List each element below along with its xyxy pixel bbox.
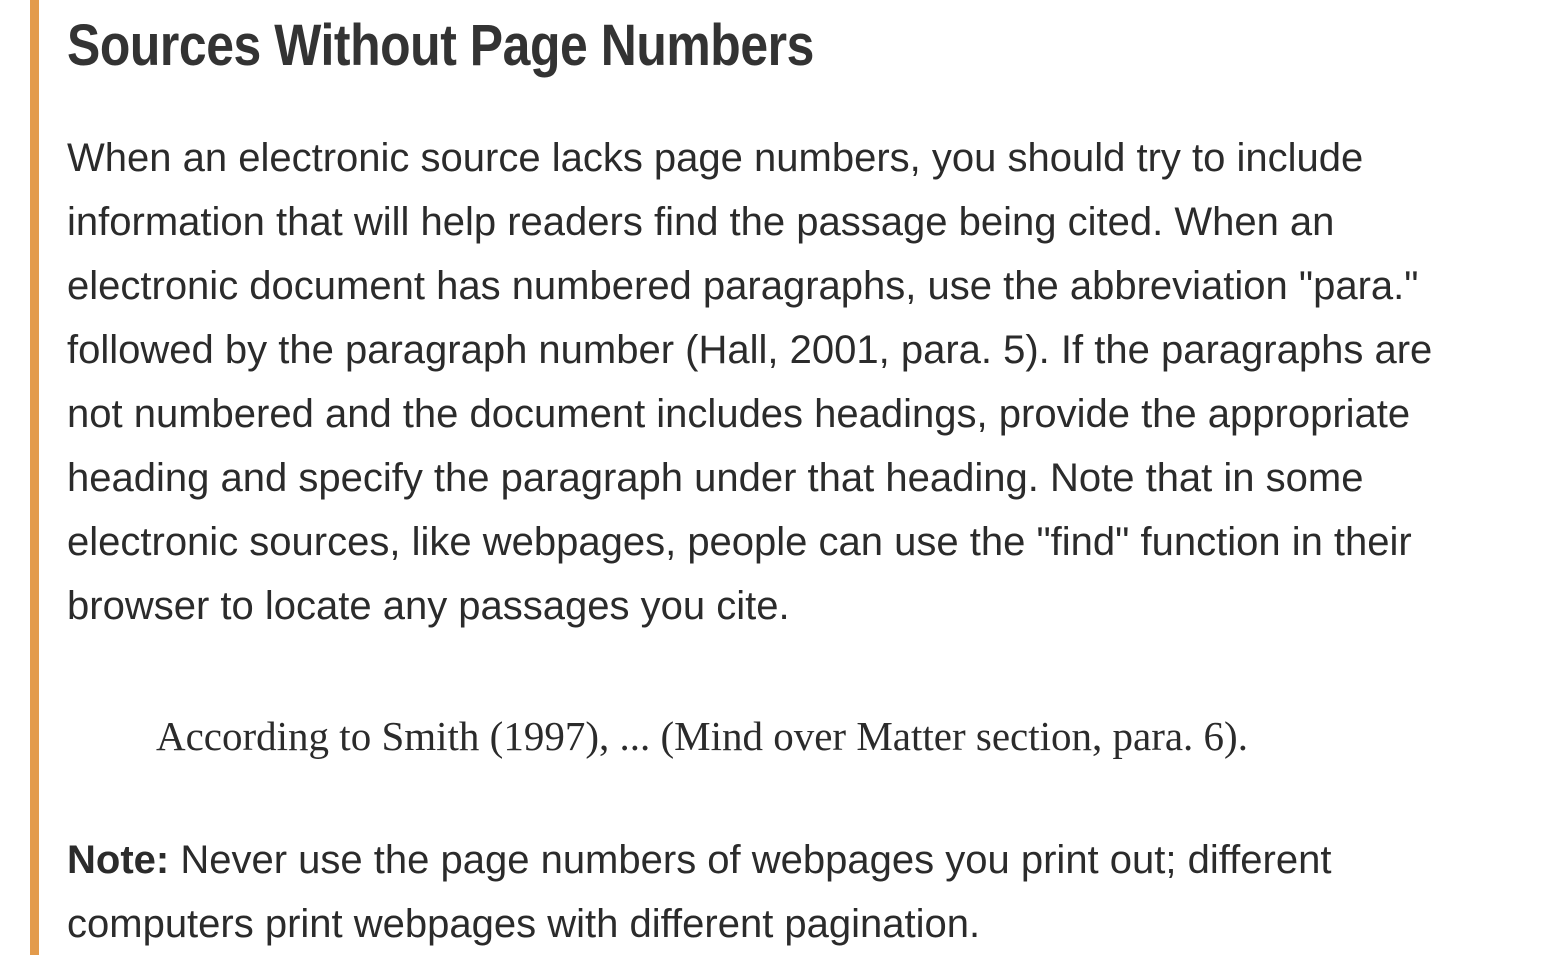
body-line: browser to locate any passages you cite. xyxy=(67,584,790,628)
body-line: When an electronic source lacks page numbers, you should try to include xyxy=(67,136,1364,180)
note-text: Never use the page numbers of webpages you print out; different xyxy=(169,838,1332,882)
body-paragraph xyxy=(67,126,1547,638)
body-line: electronic sources, like webpages, people can use the "find" function in their xyxy=(67,520,1412,564)
note-paragraph xyxy=(67,828,1547,955)
body-line: heading and specify the paragraph under that heading. Note that in some xyxy=(67,456,1364,500)
note-line: computers print webpages with different pagination. xyxy=(67,902,981,946)
section-heading: Sources Without Page Numbers xyxy=(67,13,814,78)
note-label: Note: xyxy=(67,838,170,882)
note-line xyxy=(67,828,1547,892)
body-line: followed by the paragraph number (Hall, 2001, para. 5). If the paragraphs are xyxy=(67,328,1433,372)
body-line: information that will help readers find the passage being cited. When an xyxy=(67,200,1335,244)
body-line: electronic document has numbered paragraphs, use the abbreviation "para." xyxy=(67,264,1419,308)
body-line: not numbered and the document includes headings, provide the appropriate xyxy=(67,392,1411,436)
citation-example: According to Smith (1997), ... (Mind over Matter section, para. 6). xyxy=(156,713,1248,759)
accent-bar xyxy=(30,0,39,955)
